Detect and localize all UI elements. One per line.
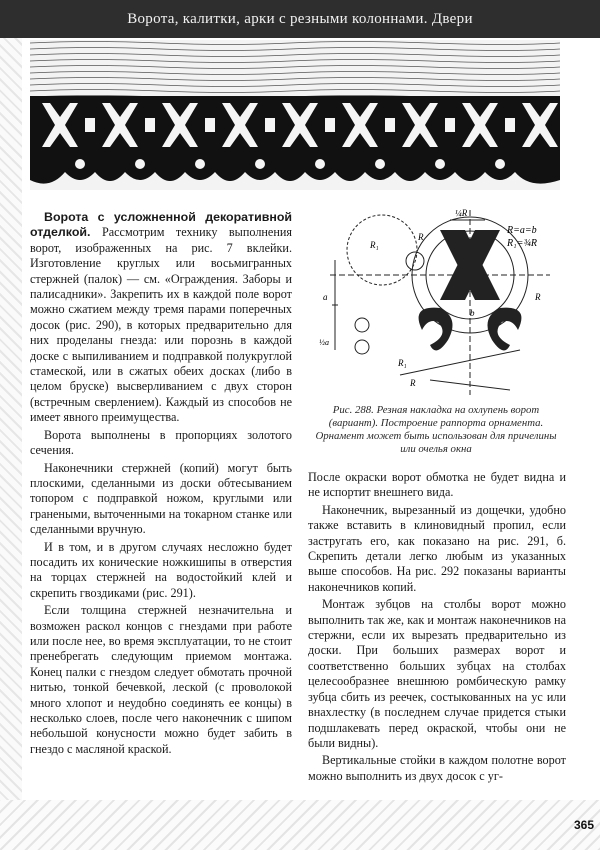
label-r-low: R xyxy=(410,378,416,388)
paragraph: Вертикальные стойки в каждом полотне ворот можно выполнить из двух досок с уг- xyxy=(308,753,566,783)
page-number: 365 xyxy=(573,818,594,832)
label-quarter-r: ¼R xyxy=(455,208,468,218)
lace-border-bottom xyxy=(0,800,600,850)
paragraph: Наконечники стержней (копий) могут быть плоскими, сделанными из доски обтесыванием топором с подправкой ножом, круглыми или гранеными, выточенными на токарном станке или сделанными вручную. xyxy=(30,460,292,537)
paragraph: Наконечник, вырезанный из дощечки, удобно также вставить в клиновидный пропил, если застругать его, как показано на рис. 291, б. Скрепить детали легко любым из указанных выше способов. На рис. 292 показаны варианты наконечников копий. xyxy=(308,502,566,594)
paragraph: После окраски ворот обмотка не будет видна и не испортит внешнего вида. xyxy=(308,470,566,500)
running-header: Ворота, калитки, арки с резными колоннами. Двери xyxy=(127,11,473,27)
paragraph: Ворота выполнены в пропорциях золотого сечения. xyxy=(30,427,292,458)
carved-ornament-illustration xyxy=(30,40,560,190)
left-column xyxy=(30,210,292,759)
ornament-construction-diagram xyxy=(310,200,560,400)
paragraph xyxy=(30,210,292,426)
label-r1-low: R₁ xyxy=(398,358,407,368)
label-r-top: R xyxy=(418,232,424,242)
right-column xyxy=(308,470,566,786)
label-b: b xyxy=(470,308,475,318)
label-a: a xyxy=(323,292,328,302)
paragraph: Если толщина стержней незначительна и возможен раскол концов с гнездами при работе или после нее, во время эксплуатации, то не стоит пренебрегать следующим приемом монтажа. Конец палки с гнездом следует обмотать прочной нитью, тонкой бечевкой, леской (с проволокой много хлопот и неудобно соединять ее концы) в несколько слоев, после чего наконечник с шипом небольшой конусности можно будет забить в гнездо с масляной краской. xyxy=(30,603,292,756)
section-heading: Ворота с усложненной декоративной отделкой. xyxy=(30,210,292,240)
label-r1-eq: R₁=¾R xyxy=(507,238,537,249)
figure-caption: Рис. 288. Резная накладка на охлупень ворот (вариант). Построение раппорта орнамента. Орнамент может быть использован для причелины или очелья окна xyxy=(315,404,557,455)
paragraph-text: Рассмотрим технику выполнения ворот, изображенных на рис. 7 вклейки. Изготовление круглых или восьмигранных стержней (палок) — см. «Ограждения. Заборы и палисадники». Закрепить их в каждой поле ворот можно сжатием между тремя парами поперечных досок (рис. 290), в которых предварительно для них проделаны гнезда: или порознь в каждой доске с выпиливанием и подправкой полукруглой стамеской, или в сжатых обеих досках (либо в целом бруске) высверливанием с двух сторон (встречным сверлением). Каждый из способов не имеет явного преимущества. xyxy=(30,225,292,425)
label-r-right: R xyxy=(535,292,541,302)
label-half-a: ½a xyxy=(319,338,329,347)
paragraph: И в том, и в другом случаях несложно будет посадить их конические ножкишипы в отверстия на торцах стержней на водостойкий клей и скрепить гвоздиками (рис. 291). xyxy=(30,539,292,600)
label-r-eq: R=a=b xyxy=(507,225,537,236)
paragraph: Монтаж зубцов на столбы ворот можно выполнить так же, как и монтаж наконечников на стержни, если их вырезать предварительно из доски. При больших размерах ворот и соответственно больших зубцах на столбах целесообразнее внешнюю ромбическую рамку зубца сбить из реечек, состыкованных на ус или внахлестку (в последнем случае придется стыки подшлакевать перед окраской, чтобы они не были видны). xyxy=(308,597,566,750)
label-r1-top: R₁ xyxy=(370,240,379,250)
lace-border-left xyxy=(0,38,22,850)
